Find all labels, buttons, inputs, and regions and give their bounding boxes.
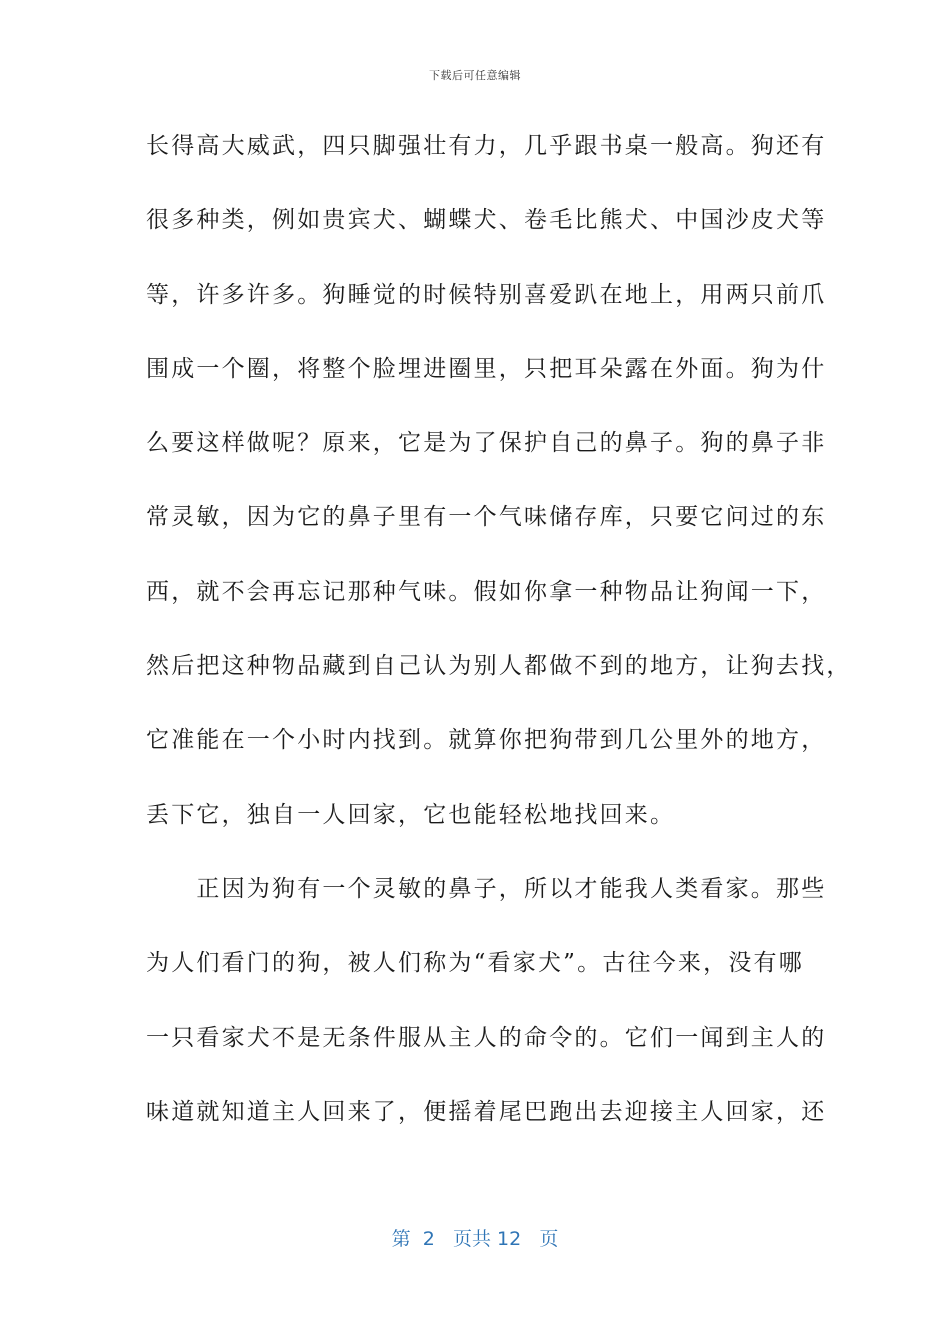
body-line: 正因为狗有一个灵敏的鼻子，所以才能我人类看家。那些	[146, 875, 827, 902]
body-line: 长得高大威武，四只脚强壮有力，几乎跟书桌一般高。狗还有	[146, 133, 827, 159]
page-footer	[0, 1224, 950, 1251]
footer-prefix: 第	[391, 1228, 411, 1250]
body-line: 为人们看门的狗，被人们称为“看家犬”。古往今来，没有哪	[146, 950, 804, 977]
body-line: 常灵敏，因为它的鼻子里有一个气味储存库，只要它问过的东	[146, 504, 827, 531]
page-header: 下载后可任意编辑	[429, 69, 521, 82]
body-line: 丢下它，独自一人回家，它也能轻松地找回来。	[146, 801, 676, 828]
footer-current-page: 2	[422, 1228, 435, 1250]
footer-middle: 页共	[452, 1228, 491, 1250]
footer-total-pages: 12	[497, 1228, 522, 1250]
body-line: 么要这样做呢？原来，它是为了保护自己的鼻子。狗的鼻子非	[146, 430, 827, 457]
body-line: 它准能在一个小时内找到。就算你把狗带到几公里外的地方，	[146, 727, 827, 754]
body-line: 西，就不会再忘记那种气味。假如你拿一种物品让狗闻一下，	[146, 578, 827, 605]
body-line: 然后把这种物品藏到自己认为别人都做不到的地方，让狗去找，	[146, 653, 852, 680]
body-line: 一只看家犬不是无条件服从主人的命令的。它们一闻到主人的	[146, 1024, 827, 1051]
body-line: 很多种类，例如贵宾犬、蝴蝶犬、卷毛比熊犬、中国沙皮犬等	[146, 207, 827, 234]
footer-suffix: 页	[539, 1228, 559, 1250]
body-line: 等，许多许多。狗睡觉的时候特别喜爱趴在地上，用两只前爪	[146, 281, 827, 308]
body-line: 围成一个圈，将整个脸埋进圈里，只把耳朵露在外面。狗为什	[146, 355, 827, 382]
document-body	[146, 118, 852, 1158]
body-line: 味道就知道主人回来了，便摇着尾巴跑出去迎接主人回家，还	[146, 1098, 827, 1125]
